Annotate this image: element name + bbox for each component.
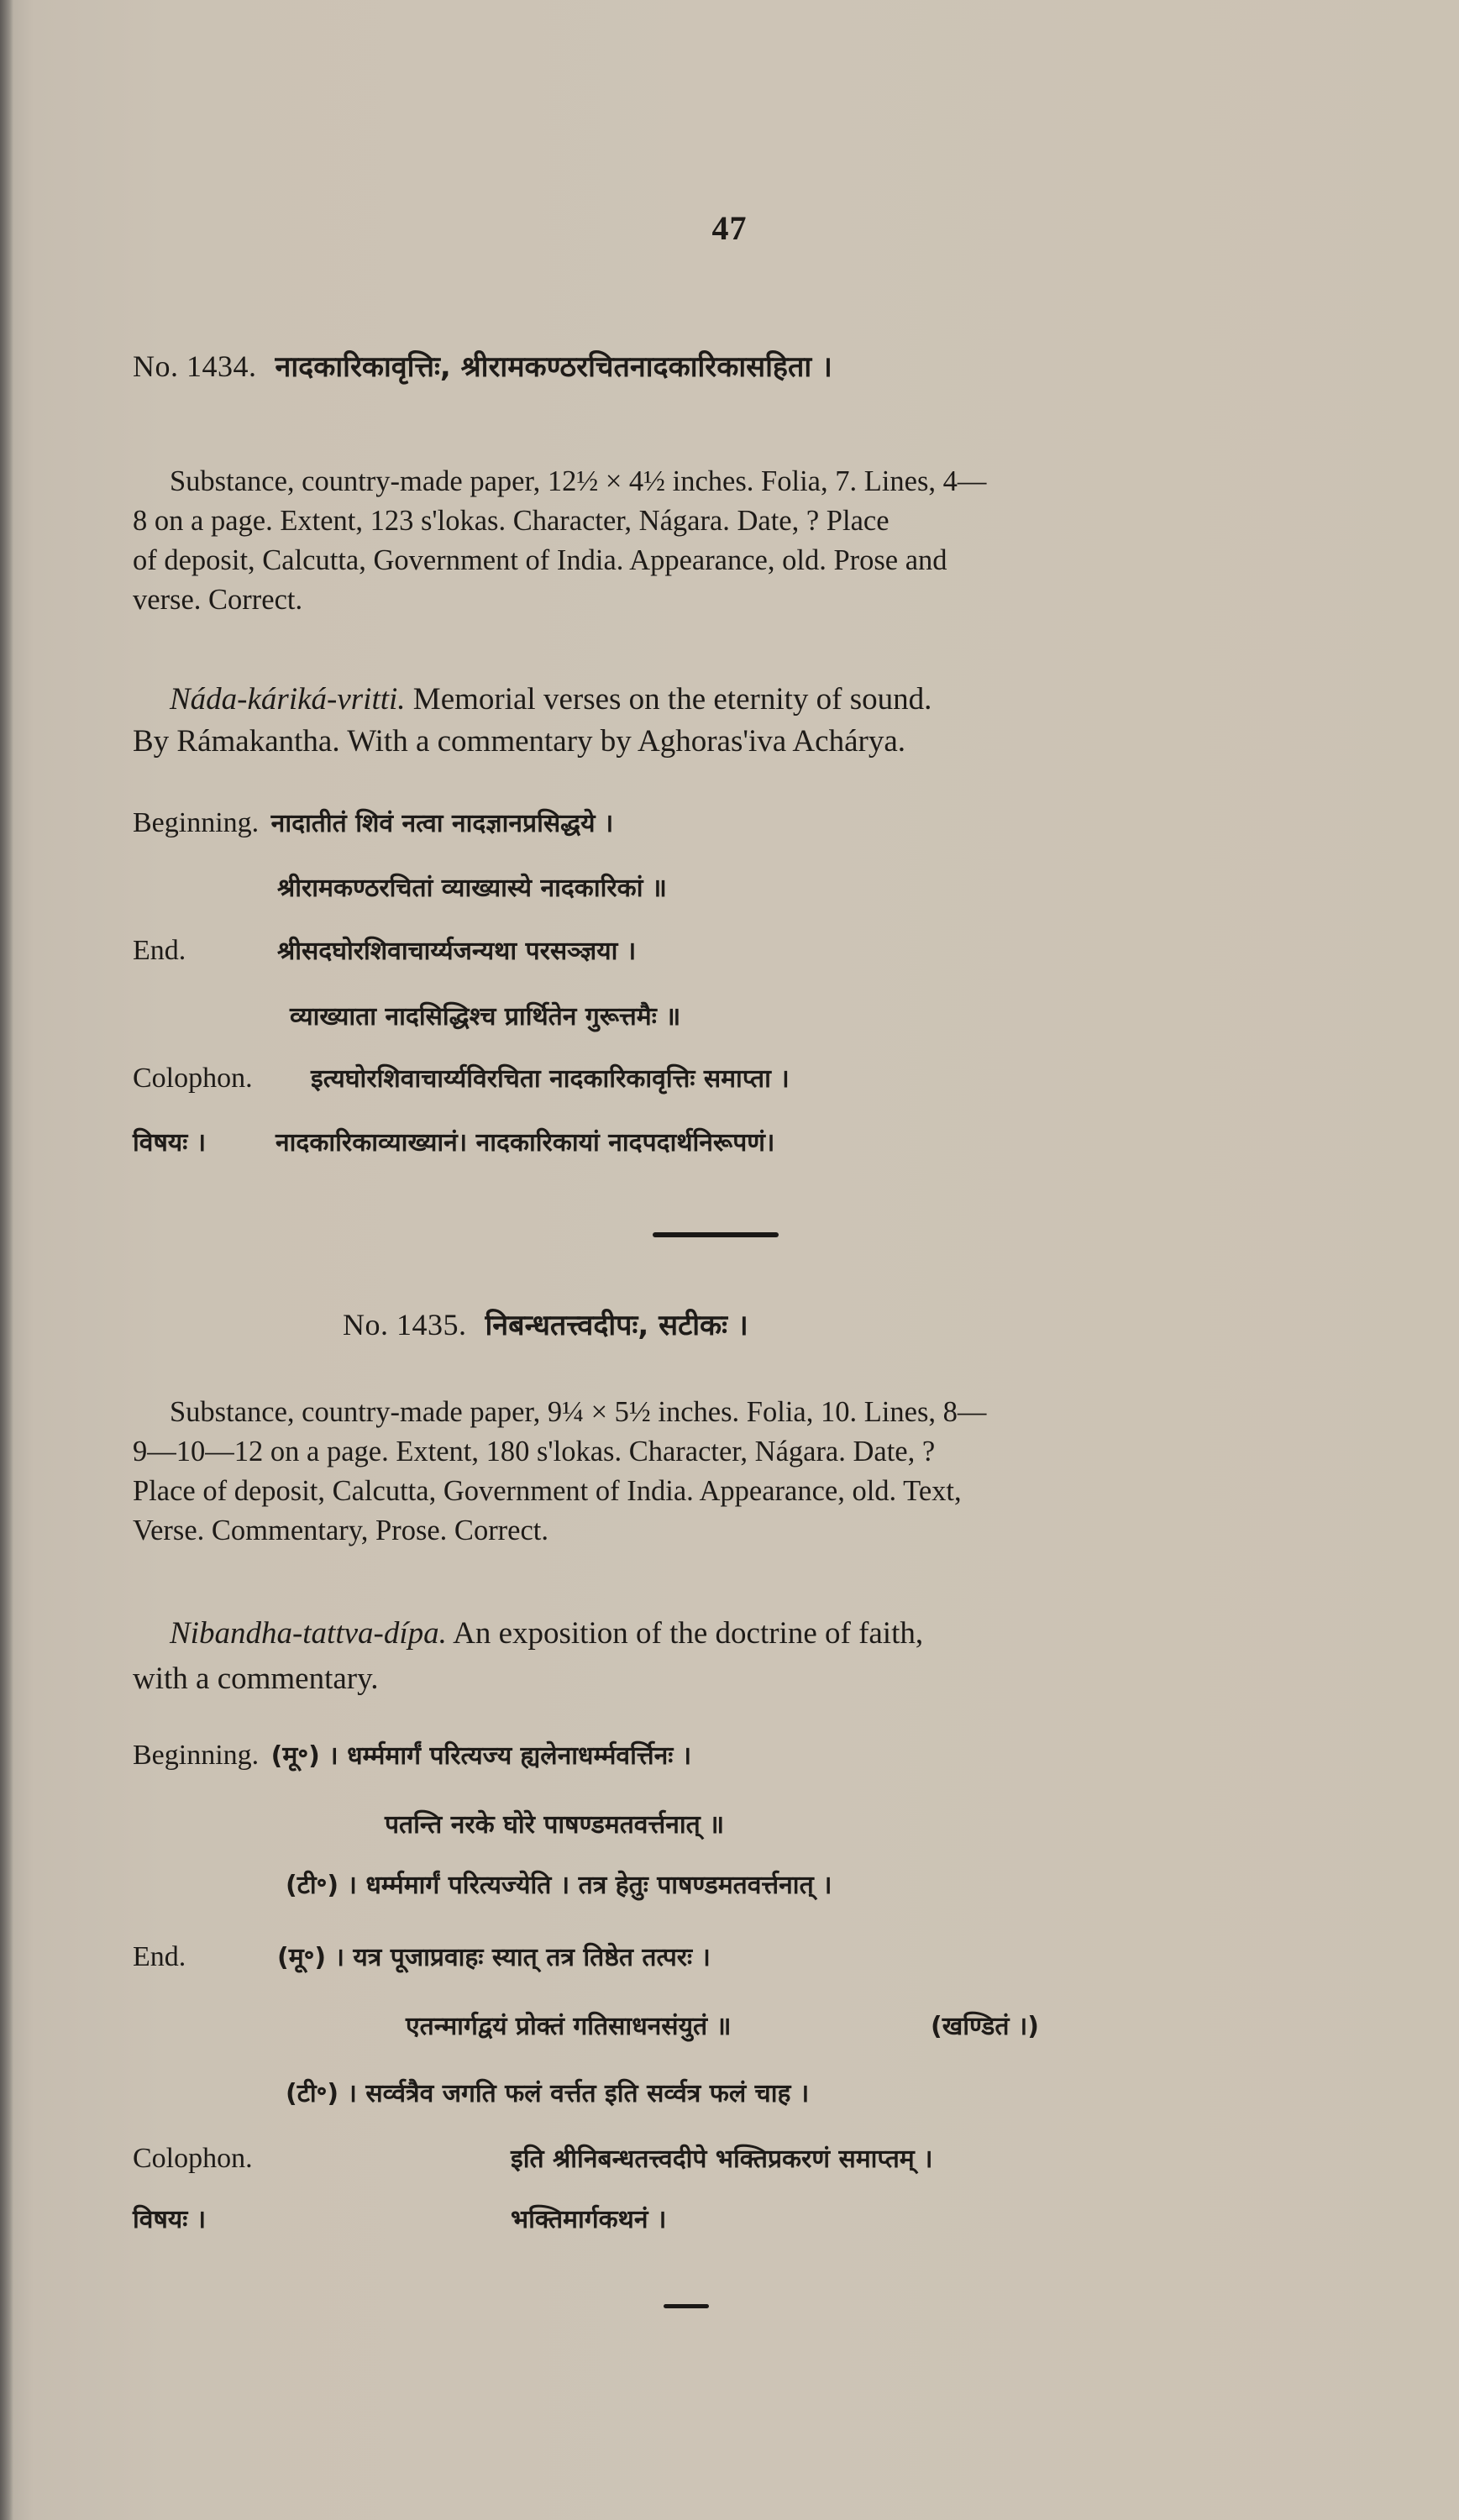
description-line: of deposit, Calcutta, Government of India. Appearance, old. Prose and <box>133 544 947 576</box>
section-end <box>133 1939 711 1973</box>
sanskrit-verse: (टी॰) । सर्व्वत्रैव जगति फलं वर्त्तत इति सर्व्वत्र फलं चाह । <box>286 2079 810 2108</box>
section-label: Beginning. <box>133 1740 260 1771</box>
entry-heading-1435 <box>343 1305 748 1343</box>
entry-description-1435 <box>133 1393 1349 1551</box>
description-line: verse. Correct. <box>133 584 303 616</box>
description-line: Substance, country-made paper, 12½ × 4½ inches. Folia, 7. Lines, 4— <box>170 465 987 497</box>
summary-text: Memorial verses on the eternity of sound. <box>405 682 932 717</box>
page-number: 47 <box>711 209 748 247</box>
entry-sanskrit-title: निबन्धतत्त्वदीपः, सटीकः । <box>485 1309 748 1342</box>
entry-summary-1435 <box>133 1611 1349 1702</box>
sanskrit-verse: इति श्रीनिबन्धतत्त्वदीपे भक्तिप्रकरणं समाप्तम् । <box>511 2145 933 2174</box>
section-divider <box>653 1232 779 1237</box>
sanskrit-verse: (मू॰) । धर्म्ममार्गं परित्यज्य ह्यलेनाधर्म्मवर्त्तिनः । <box>270 1741 692 1771</box>
section-divider <box>664 2304 709 2308</box>
section-subject <box>133 1124 774 1158</box>
section-label: विषयः । <box>133 2205 207 2234</box>
description-line: Verse. Commentary, Prose. Correct. <box>133 1515 549 1546</box>
work-title: Nibandha-tattva-dípa. <box>170 1616 447 1651</box>
sanskrit-verse: नादातीतं शिवं नत्वा नादज्ञानप्रसिद्धये । <box>270 809 614 838</box>
work-title: Náda-káriká-vritti. <box>170 682 406 717</box>
section-label: Colophon. <box>133 2143 253 2174</box>
entry-sanskrit-title: नादकारिकावृत्तिः, श्रीरामकण्ठरचितनादकारिकासहिता । <box>275 350 832 384</box>
section-label: End. <box>133 1941 186 1972</box>
book-spine-shadow <box>0 0 13 2520</box>
description-line: 8 on a page. Extent, 123 s'lokas. Character, Nágara. Date, ? Place <box>133 505 890 537</box>
section-end <box>133 932 636 967</box>
description-line: Place of deposit, Calcutta, Government of India. Appearance, old. Text, <box>133 1475 962 1507</box>
section-colophon <box>133 2140 933 2175</box>
section-label: विषयः । <box>133 1128 207 1158</box>
fragmentary-note: (खण्डितं ।) <box>931 2012 1039 2041</box>
section-label: Colophon. <box>133 1063 253 1094</box>
description-line: Substance, country-made paper, 9¼ × 5½ inches. Folia, 10. Lines, 8— <box>170 1396 987 1428</box>
sanskrit-verse: श्रीसदघोरशिवाचार्य्यजन्यथा परसञ्ज्ञया । <box>277 937 637 966</box>
sanskrit-verse: नादकारिकाव्याख्यानं। नादकारिकायां नादपदार्थनिरूपणं। <box>276 1128 775 1158</box>
section-beginning <box>133 805 613 839</box>
sanskrit-verse: एतन्मार्गद्वयं प्रोक्तं गतिसाधनसंयुतं ॥ <box>406 2012 732 2041</box>
entry-heading-1434 <box>133 346 832 385</box>
summary-text: An exposition of the doctrine of faith, <box>446 1616 924 1651</box>
sanskrit-verse: (मू॰) । यत्र पूजाप्रवाहः स्यात् तत्र तिष्ठेत तत्परः । <box>277 1943 711 1972</box>
sanskrit-verse: पतन्ति नरके घोरे पाषण्डमतवर्त्तनात् ॥ <box>385 1810 725 1840</box>
entry-description-1434 <box>133 462 1349 620</box>
sanskrit-verse: भक्तिमार्गकथनं । <box>511 2205 667 2234</box>
summary-text: By Rámakantha. With a commentary by Aghoras'iva Achárya. <box>133 724 905 759</box>
sanskrit-verse: श्रीरामकण्ठरचितां व्याख्यास्ये नादकारिकां ॥ <box>277 874 667 903</box>
summary-text: with a commentary. <box>133 1662 379 1696</box>
entry-summary-1434 <box>133 679 1349 763</box>
sanskrit-verse: (टी॰) । धर्म्ममार्गं परित्यज्येति । तत्र हेतुः पाषण्डमतवर्त्तनात् । <box>286 1871 832 1900</box>
section-subject <box>133 2201 666 2235</box>
entry-number: No. 1434. <box>133 349 257 383</box>
section-label: Beginning. <box>133 807 260 838</box>
entry-number: No. 1435. <box>343 1308 467 1341</box>
sanskrit-verse: व्याख्याता नादसिद्धिश्च प्रार्थितेन गुरूत्तमैः ॥ <box>290 1002 681 1032</box>
section-beginning <box>133 1737 691 1772</box>
section-colophon <box>133 1060 790 1095</box>
description-line: 9—10—12 on a page. Extent, 180 s'lokas. Character, Nágara. Date, ? <box>133 1436 936 1467</box>
section-label: End. <box>133 935 186 966</box>
sanskrit-verse: इत्यघोरशिवाचार्य्यविरचिता नादकारिकावृत्तिः समाप्ता । <box>311 1064 790 1094</box>
